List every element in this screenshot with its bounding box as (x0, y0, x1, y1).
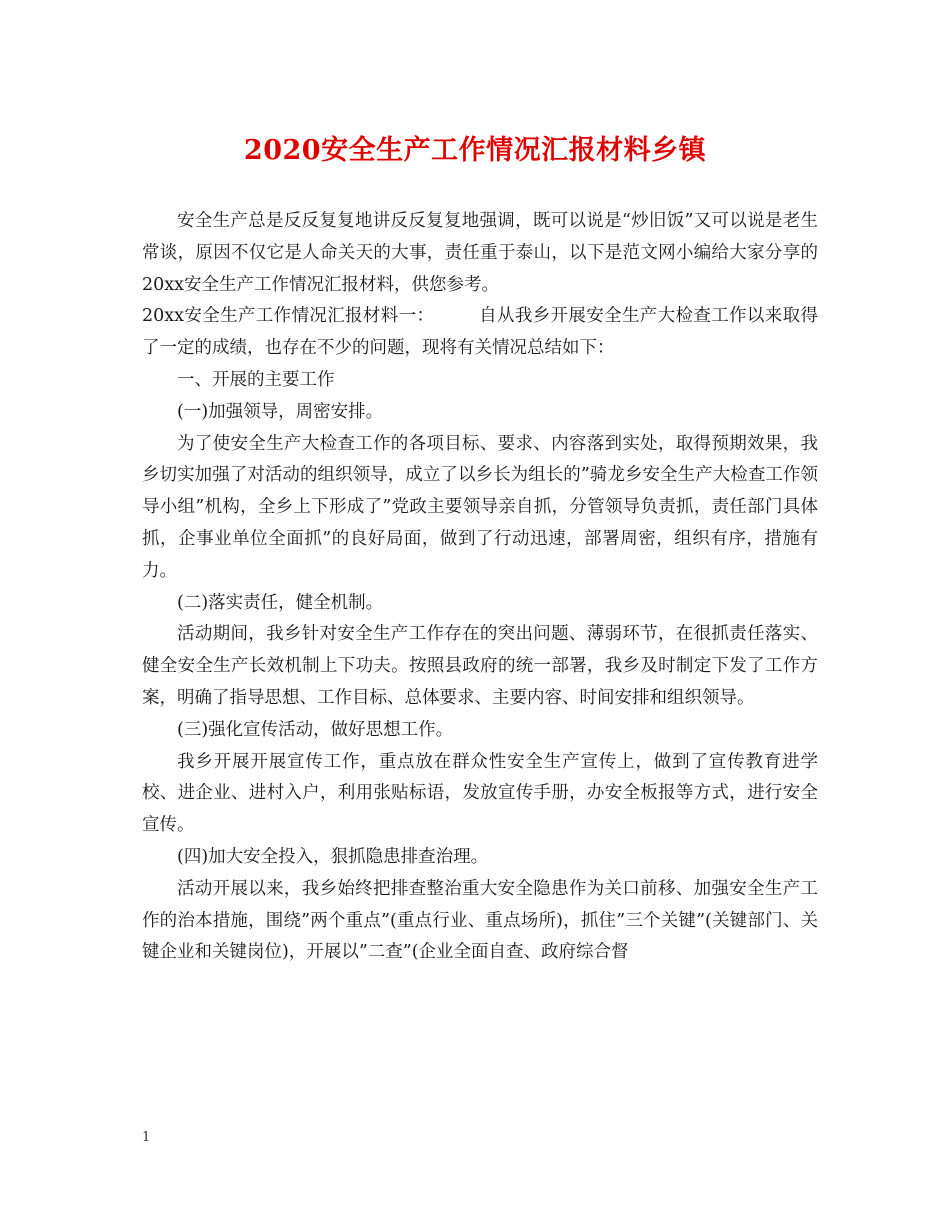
subsection-heading: (二)落实责任，健全机制。 (177, 592, 384, 613)
section-heading: 一、开展的主要工作 (177, 369, 335, 390)
paragraph: 为了使安全生产大检查工作的各项目标、要求、内容落到实处，取得预期效果，我乡切实加强了对活动的组织领导，成立了以乡长为组长的”骑龙乡安全生产大检查工作领导小组”机构，全乡上下形成了”党政主要领导亲自抓，分管领导负责抓，责任部门具体抓，企事业单位全面抓”的良好局面，做到了行动迅速，部署周密，组织有序，措施有力。 (142, 433, 818, 581)
page-number: 1 (142, 1130, 151, 1145)
paragraph: 安全生产总是反反复复地讲反反复复地强调，既可以说是“炒旧饭”又可以说是老生常谈，原因不仅它是人命关天的大事，责任重于泰山，以下是范文网小编给大家分享的20xx安全生产工作情况汇报材料，供您参考。 (142, 211, 818, 295)
subsection-heading: (四)加大安全投入，狠抓隐患排查治理。 (177, 846, 489, 867)
paragraph: 我乡开展开展宣传工作，重点放在群众性安全生产宣传上，做到了宣传教育进学校、进企业、进村入户，利用张贴标语，发放宣传手册，办安全板报等方式，进行安全宣传。 (142, 751, 818, 836)
document-body (142, 206, 818, 969)
paragraph: 活动开展以来，我乡始终把排查整治重大安全隐患作为关口前移、加强安全生产工作的治本措施，围绕”两个重点”(重点行业、重点场所)，抓住”三个关键”(关键部门、关键企业和关键岗位)，开展以”二查”(企业全面自查、政府综合督 (142, 878, 818, 963)
subsection-heading: (一)加强领导，周密安排。 (177, 401, 384, 422)
paragraph: 20xx安全生产工作情况汇报材料一： 自从我乡开展安全生产大检查工作以来取得了一定的成绩，也存在不少的问题，现将有关情况总结如下： (142, 306, 818, 359)
subsection-heading: (三)强化宣传活动，做好思想工作。 (177, 719, 454, 740)
paragraph: 活动期间，我乡针对安全生产工作存在的突出问题、薄弱环节，在很抓责任落实、健全安全生产长效机制上下功夫。按照县政府的统一部署，我乡及时制定下发了工作方案，明确了指导思想、工作目标、总体要求、主要内容、时间安排和组织领导。 (142, 624, 818, 708)
document-title: 2020安全生产工作情况汇报材料乡镇 (243, 135, 707, 166)
